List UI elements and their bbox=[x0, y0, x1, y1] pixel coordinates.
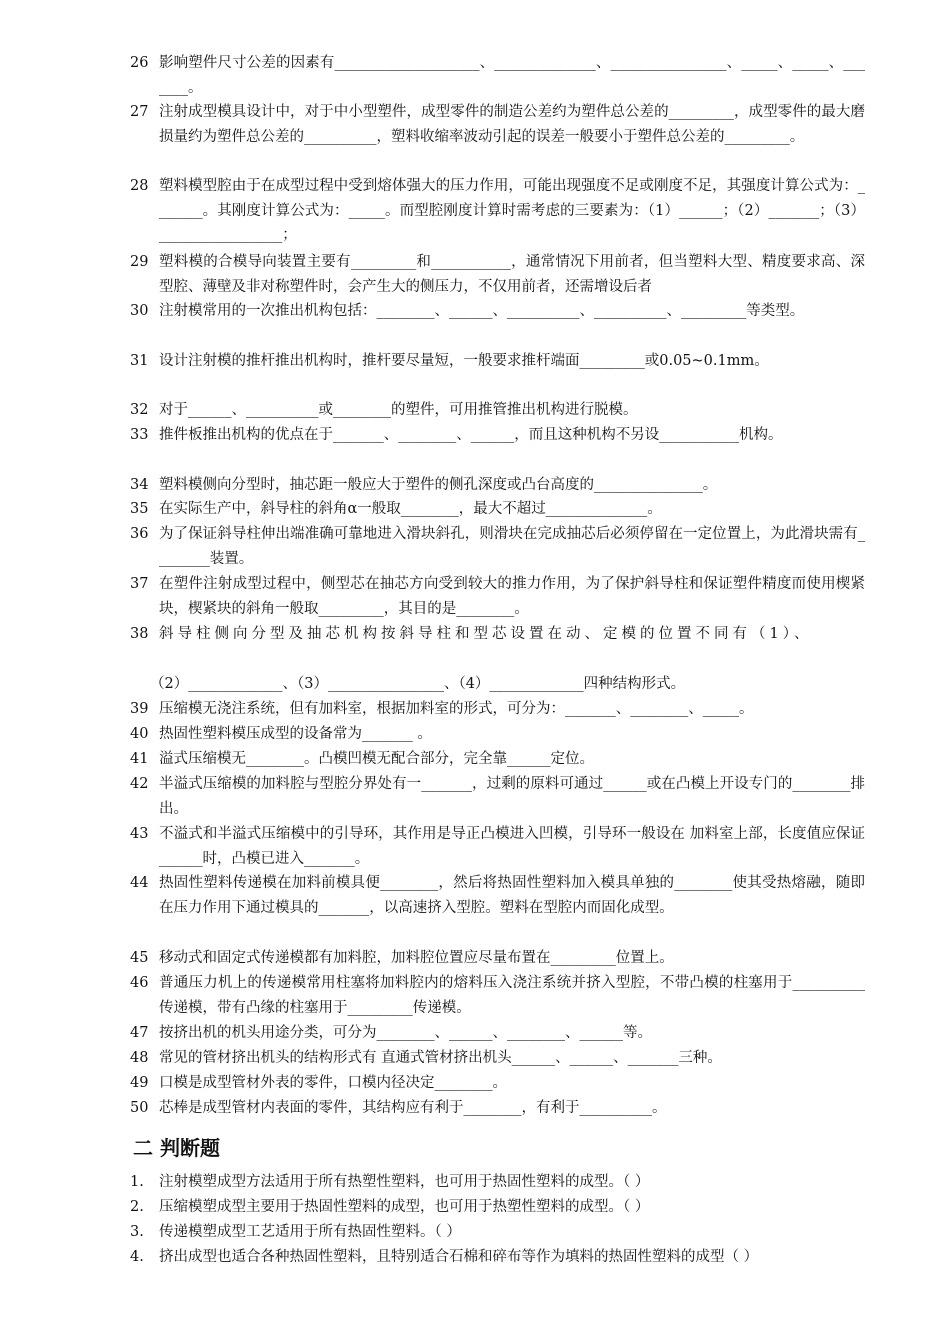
question-text: 塑料模侧向分型时，抽芯距一般应大于塑件的侧孔深度或凸台高度的_______________。 bbox=[159, 477, 718, 493]
question-text: 在塑件注射成型过程中，侧型芯在抽芯方向受到较大的推力作用，为了保护斜导柱和保证塑件精度而使用楔紧块，楔紧块的斜角一般取_________，其目的是________。 bbox=[159, 576, 865, 617]
question-text: 注射模塑成型方法适用于所有热塑性塑料，也可用于热固性塑料的成型。（ ） bbox=[159, 1174, 650, 1190]
question-30 bbox=[130, 299, 865, 324]
question-text: 溢式压缩模无________。凸模凹模无配合部分，完全靠______定位。 bbox=[159, 751, 594, 767]
question-text: 按挤出机的机头用途分类，可分为________、______、________、______等。 bbox=[159, 1025, 652, 1041]
question-text: 芯棒是成型管材内表面的零件，其结构应有利于________，有利于__________。 bbox=[159, 1100, 667, 1116]
question-31 bbox=[130, 349, 865, 374]
question-number: 35 bbox=[130, 501, 149, 517]
question-34 bbox=[130, 473, 865, 498]
question-number: 37 bbox=[130, 576, 149, 592]
question-text: 半溢式压缩模的加料腔与型腔分界处有一_______，过剩的原料可通过______或在凸模上开设专门的________排出。 bbox=[159, 776, 865, 817]
question-38-continuation bbox=[150, 672, 865, 697]
section-title: 二 判断题 bbox=[133, 1136, 220, 1160]
question-text: 设计注射模的推杆推出机构时，推杆要尽量短，一般要求推杆端面_________或0.05~0.1mm。 bbox=[159, 353, 769, 369]
question-text: 挤出成型也适合各种热固性塑料，且特别适合石棉和碎布等作为填料的热固性塑料的成型（ ） bbox=[159, 1249, 759, 1265]
question-29 bbox=[130, 250, 865, 299]
question-number: 50 bbox=[130, 1100, 149, 1116]
question-number: 28 bbox=[130, 178, 149, 194]
question-text: 常见的管材挤出机头的结构形式有 直通式管材挤出机头______、______、_______三种。 bbox=[159, 1050, 722, 1066]
question-number: 49 bbox=[130, 1075, 149, 1091]
question-42 bbox=[130, 772, 865, 821]
question-text: 热固性塑料传递模在加料前模具便________，然后将热固性塑料加入模具单独的________使其受热熔融，随即在压力作用下通过模具的_______，以高速挤入型腔。塑料在型腔内而固化成型。 bbox=[159, 875, 865, 916]
question-49 bbox=[130, 1071, 865, 1096]
question-number: 46 bbox=[130, 975, 149, 991]
question-38 bbox=[130, 622, 865, 647]
question-number: 43 bbox=[130, 826, 149, 842]
question-text: 为了保证斜导柱伸出端准确可靠地进入滑块斜孔，则滑块在完成抽芯后必须停留在一定位置上，为此滑块需有________装置。 bbox=[159, 526, 865, 567]
question-number: 33 bbox=[130, 427, 149, 443]
judge-question-1 bbox=[130, 1170, 865, 1195]
question-number: 26 bbox=[130, 55, 149, 71]
question-36 bbox=[130, 522, 865, 571]
question-41 bbox=[130, 747, 865, 772]
question-number: 38 bbox=[130, 626, 149, 642]
question-text: 斜导柱侧向分型及抽芯机构按斜导柱和型芯设置在动、定模的位置不同有（1）、 bbox=[159, 626, 813, 642]
question-text: 注射模常用的一次推出机构包括：________、______、__________、__________、_________等类型。 bbox=[159, 303, 805, 319]
question-33 bbox=[130, 423, 865, 448]
question-text: 传递模塑成型工艺适用于所有热固性塑料。（ ） bbox=[159, 1224, 461, 1240]
question-number: 2. bbox=[130, 1199, 144, 1215]
question-number: 34 bbox=[130, 477, 149, 493]
question-text: （2）_____________、（3）________________、（4）_____________四种结构形式。 bbox=[150, 676, 686, 692]
question-number: 31 bbox=[130, 353, 149, 369]
question-28 bbox=[130, 174, 865, 248]
judge-question-2 bbox=[130, 1195, 865, 1220]
question-44 bbox=[130, 871, 865, 920]
question-number: 29 bbox=[130, 254, 149, 270]
question-number: 39 bbox=[130, 701, 149, 717]
question-50 bbox=[130, 1096, 865, 1121]
question-47 bbox=[130, 1021, 865, 1046]
question-number: 4. bbox=[130, 1249, 144, 1265]
question-text: 塑料模型腔由于在成型过程中受到熔体强大的压力作用，可能出现强度不足或刚度不足，其强度计算公式为：_______。其刚度计算公式为：_____。而型腔刚度计算时需考虑的三要素为：（1）______；（2）_______；（3）_________________； bbox=[159, 178, 865, 243]
question-27 bbox=[130, 100, 865, 149]
question-number: 44 bbox=[130, 875, 149, 891]
question-text: 压缩模塑成型主要用于热固性塑料的成型，也可用于热塑性塑料的成型。（ ） bbox=[159, 1199, 650, 1215]
question-text: 在实际生产中，斜导柱的斜角α一般取________，最大不超过______________。 bbox=[159, 501, 662, 517]
question-number: 40 bbox=[130, 726, 149, 742]
judge-question-3 bbox=[130, 1220, 865, 1245]
question-text: 对于______、__________或________的塑件，可用推管推出机构进行脱模。 bbox=[159, 402, 638, 418]
question-39 bbox=[130, 697, 865, 722]
question-number: 27 bbox=[130, 104, 149, 120]
question-35 bbox=[130, 497, 865, 522]
question-43 bbox=[130, 822, 865, 871]
question-number: 32 bbox=[130, 402, 149, 418]
question-text: 塑料模的合模导向装置主要有_________和___________，通常情况下用前者，但当塑料大型、精度要求高、深型腔、薄壁及非对称塑件时，会产生大的侧压力，不仅用前者，还需增设后者 bbox=[159, 254, 865, 295]
question-45 bbox=[130, 946, 865, 971]
question-text: 热固性塑料模压成型的设备常为_______ 。 bbox=[159, 726, 432, 742]
question-text: 普通压力机上的传递模常用柱塞将加料腔内的熔料压入浇注系统并挤入型腔，不带凸模的柱塞用于__________传递模，带有凸缘的柱塞用于_________传递模。 bbox=[159, 975, 865, 1016]
question-text: 压缩模无浇注系统，但有加料室，根据加料室的形式，可分为：_______、________、_____。 bbox=[159, 701, 754, 717]
question-text: 影响塑件尺寸公差的因素有____________________、______________、________________、_____、_____、_______。 bbox=[159, 55, 865, 96]
question-number: 30 bbox=[130, 303, 149, 319]
question-number: 36 bbox=[130, 526, 149, 542]
question-26 bbox=[130, 51, 865, 100]
question-32 bbox=[130, 398, 865, 423]
question-46 bbox=[130, 971, 865, 1020]
question-text: 口模是成型管材外表的零件，口模内径决定________。 bbox=[159, 1075, 507, 1091]
question-number: 1. bbox=[130, 1174, 144, 1190]
question-text: 移动式和固定式传递模都有加料腔，加料腔位置应尽量布置在_________位置上。 bbox=[159, 950, 674, 966]
question-40 bbox=[130, 722, 865, 747]
question-number: 45 bbox=[130, 950, 149, 966]
question-number: 42 bbox=[130, 776, 149, 792]
question-number: 48 bbox=[130, 1050, 149, 1066]
question-37 bbox=[130, 572, 865, 621]
question-text: 注射成型模具设计中，对于中小型塑件，成型零件的制造公差约为塑件总公差的_________，成型零件的最大磨损量约为塑件总公差的__________，塑料收缩率波动引起的误差一般要小于塑件总公差的_________。 bbox=[159, 104, 865, 145]
question-number: 41 bbox=[130, 751, 149, 767]
question-number: 3. bbox=[130, 1224, 144, 1240]
judge-question-4 bbox=[130, 1245, 865, 1270]
question-text: 推件板推出机构的优点在于_______、________、______，而且这种机构不另设___________机构。 bbox=[159, 427, 783, 443]
question-48 bbox=[130, 1046, 865, 1071]
question-text: 不溢式和半溢式压缩模中的引导环，其作用是导正凸模进入凹模，引导环一般设在 加料室上部，长度值应保证______时，凸模已进入_______。 bbox=[159, 826, 865, 867]
question-number: 47 bbox=[130, 1025, 149, 1041]
